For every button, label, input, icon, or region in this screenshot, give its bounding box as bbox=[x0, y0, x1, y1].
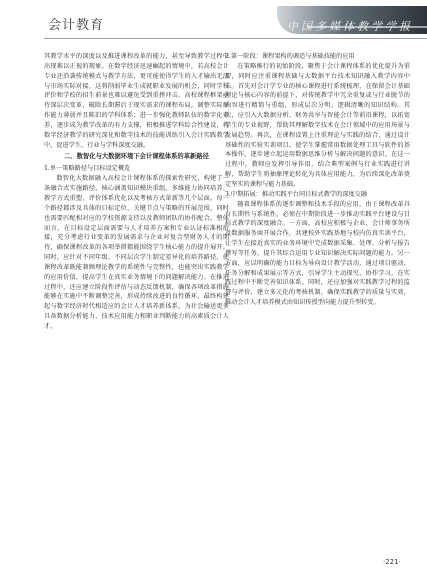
page-header bbox=[0, 0, 427, 40]
page-number: ·221· bbox=[383, 558, 401, 566]
section-heading: 二、数智化与大数据环境下会计课程体系的革新路径 bbox=[64, 153, 209, 161]
subsection-heading: 2.第一阶段：课程架构的调适与基础技能的应用 bbox=[225, 53, 355, 60]
paragraph: 随着课程体系的逐步调整和技术手段的应用，由于课程改革具有长期性与系统性，必须在中期阶段进一步推动实践平台建设与目标式教学的深度融合。一方面，高校应积极与企业、会计师事务所及数据服务商开展合作，共建校外实践基地与校内仿真实训平台，让学生在接近真实的业务环境中完成数据采集、处理、分析与报告撰写等任务，提升其综合运用专业知识解决实际问题的能力。另一方面，应以明确的能力目标为导向设计教学活动，通过项目驱动、任务分解和成果展示等方式，引导学生主动探究、协作学习，在实践过程中不断完善知识体系。同时，还应加强对实践教学过程的监督与评价，建立多元化的考核机制，确保实践教学的质量与实效，推动会计人才培养模式由知识传授型向能力提升型转变。 bbox=[225, 200, 410, 307]
subsection-heading: 1.单一策略路径与目标设定概览 bbox=[44, 165, 131, 173]
journal-banner bbox=[277, 6, 427, 34]
paragraph: 数智化大数据融入高校会计课程体系的探索性研究，构建了一条融合式实施路径，核心涵盖知识模块重组、多维能力协同培养、教学方式重塑、评价体系优化以及考核方式革新等几个层面。每一个路径都涉及具体的目标定位、关键节点与策略的开展范围，同时也需要匹配相对应的学校资源支持以及教师团队的协作配合。整体而言，在目标设定层面需要与人才培养方案和专业认证标准相衔接，充分考虑行业变革的发展需求与企业对复合型财务人才的期待，确保课程改革的各项举措都能围绕学生核心能力的提升展开。同时，应针对不同年级、不同层次学生制定差异化的培养路径，使课程改革既能兼顾理论教学的系统性与完整性，也能突出实践教学的应用价值，提高学生在真实业务情境下的问题解决能力。在推进过程中，还应建立阶段性评估与动态反馈机制，确保各项改革措施能够在实施中不断调整完善，形成持续改进的良性循环，最终构建起与数字经济时代相适应的会计人才培养新体系，为社会输送更多具备数据分析能力、技术应用能力和职业判断能力的高素质会计人才。 bbox=[44, 175, 229, 330]
subsection-heading: 3.中期拓展：推动实践平台同目标式教学的深度交融 bbox=[225, 190, 368, 198]
journal-banner-text: 中国多媒体教学学报 bbox=[287, 20, 413, 33]
left-column bbox=[44, 52, 229, 332]
header-divider bbox=[44, 38, 427, 39]
journal-section-title: 会计教育 bbox=[48, 18, 105, 33]
paragraph: 其教学水平的深度以及推进课程改革的能力，甚至导致教学过程中出现难以正视的现象。在数字经济迅速崛起的情境中，若高校会计专业还沿袭传统模式与教学方法，更可能使得学生的入才输出无法与市场实际对接，这将削弱毕业生成就职业发展的机会，同时学科评价和学校的招生前景也难以避免受到重挫冲击。高校课程框架亟待深层次变革，破除长期滞后于现实需求的课程布局，调整实际操作能力薄弱并且陈旧的学科体系；进一步强化教师队伍的数字化素养，逐步成为教学改革的有力支撑，积极推进学科综合性建设，将数字经济教学的研究深化和数字技术的技能训练引入会计实践教学中，促进学生、行业与学科深度交融。 bbox=[44, 53, 229, 149]
right-column bbox=[225, 52, 410, 308]
paragraph: 在策略推行的初始阶段，聚焦于会计课程体系的优化提升为重要，同时应注重课程基础与大数据平台技术知识融入教学内容中去。首先对会计学专业的核心课程进行系统梳理，在保留会计基础理论与核心内容的前提下，对传统教学中冗余重复或与行业脱节的内容进行精简与重组，形成层次分明、逻辑清晰的知识结构。其次，应引入大数据分析、财务共享与智能会计等前沿课程，以拓宽学生的专业视野，帮助其理解数字技术在会计领域中的应用场景与发展趋势。再次，在课程设置上注重理论与实践的结合，通过设计基础性的实验实训项目，使学生掌握常用数据处理工具与软件的基本操作，逐步建立起运用数据思维分析与解决问题的意识。在这一过程中，教师应发挥引导作用，结合典型案例与行业实践进行讲解，帮助学生将抽象理论转化为具体应用能力，为后续深化改革奠定坚实的课程与能力基础。 bbox=[225, 62, 410, 188]
